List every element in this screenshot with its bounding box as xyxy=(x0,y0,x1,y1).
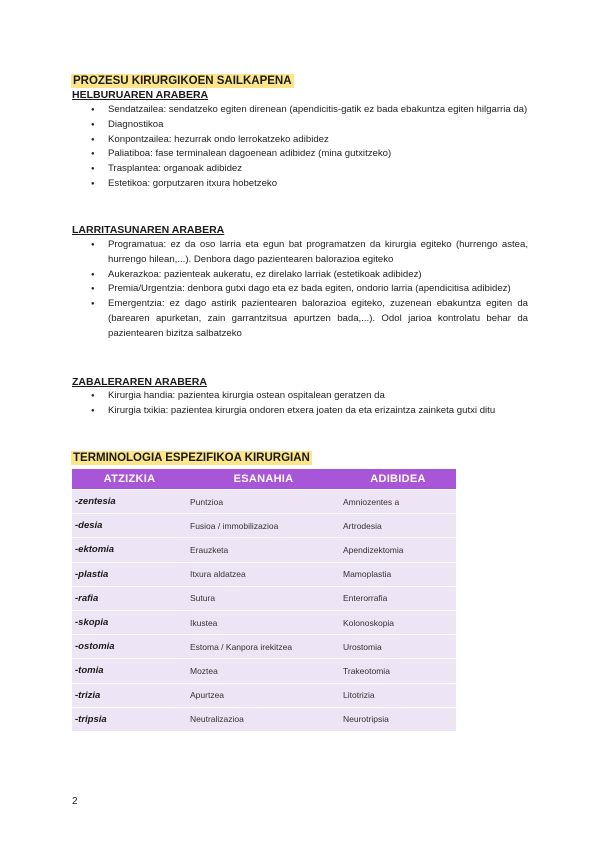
cell-suffix: -zentesia xyxy=(72,490,187,514)
cell-example: Amniozentes a xyxy=(340,490,456,514)
cell-meaning: Itxura aldatzea xyxy=(187,562,340,586)
list-item: ● Kirurgia handia: pazientea kirurgia ostean ospitalean geratzen da xyxy=(108,389,528,404)
cell-meaning: Neutralizazioa xyxy=(187,707,340,731)
cell-suffix: -desia xyxy=(72,514,187,538)
list-item: ● Estetikoa: gorputzaren itxura hobetzeko xyxy=(108,177,528,192)
page-number: 2 xyxy=(72,796,78,807)
cell-meaning: Estoma / Kanpora irekitzea xyxy=(187,635,340,659)
list-item: ● Sendatzailea: sendatzeko egiten direnean (apendicitis-gatik ez bada ebakuntza egiten hilgarria da) xyxy=(108,103,528,118)
cell-suffix: -plastia xyxy=(72,562,187,586)
cell-suffix: -trizia xyxy=(72,683,187,707)
cell-suffix: -skopia xyxy=(72,610,187,634)
severity-list xyxy=(108,238,528,342)
cell-example: Mamoplastia xyxy=(340,562,456,586)
subtitle-by-purpose: HELBURUAREN ARABERA xyxy=(72,89,209,101)
list-item: ● Kirurgia txikia: pazientea kirurgia ondoren etxera joaten da eta erizaintza zainketa gutxi ditu xyxy=(108,404,528,419)
cell-meaning: Erauzketa xyxy=(187,538,340,562)
table-row xyxy=(72,610,456,634)
list-item: ● Aukerazkoa: pazienteak aukeratu, ez direlako larriak (estetikoak adibidez) xyxy=(108,268,528,283)
cell-example: Kolonoskopia xyxy=(340,610,456,634)
table-row xyxy=(72,586,456,610)
table-row xyxy=(72,538,456,562)
cell-suffix: -rafia xyxy=(72,586,187,610)
list-item: ● Emergentzia: ez dago astirik pazientearen balorazioa egiteko, zuzenean ebakuntza egiten da (barearen apurketan, zain garrantzitsua apurtzen bada,...). Odol jarioa kontrolatu behar da pazientearen bizitza salbatzeko xyxy=(108,297,528,341)
terminology-table xyxy=(72,469,456,731)
header-suffix: ATZIZKIA xyxy=(72,469,187,490)
table-row xyxy=(72,683,456,707)
cell-example: Enterorrafia xyxy=(340,586,456,610)
cell-meaning: Moztea xyxy=(187,659,340,683)
subtitle-by-severity: LARRITASUNAREN ARABERA xyxy=(72,224,225,236)
cell-suffix: -tomia xyxy=(72,659,187,683)
list-item: ● Trasplantea: organoak adibidez xyxy=(108,162,528,177)
header-meaning: ESANAHIA xyxy=(187,469,340,490)
cell-example: Trakeotomia xyxy=(340,659,456,683)
table-row xyxy=(72,514,456,538)
subtitle-by-extent: ZABALERAREN ARABERA xyxy=(72,376,207,388)
list-item: ● Premia/Urgentzia: denbora gutxi dago eta ez bada egiten, ondorio larria (apendicitisa adibidez) xyxy=(108,282,528,297)
table-row xyxy=(72,562,456,586)
purpose-list xyxy=(108,103,528,192)
cell-example: Apendizektomia xyxy=(340,538,456,562)
cell-example: Neurotripsia xyxy=(340,707,456,731)
table-header-row xyxy=(72,469,456,490)
header-example: ADIBIDEA xyxy=(340,469,456,490)
cell-example: Artrodesia xyxy=(340,514,456,538)
cell-meaning: Ikustea xyxy=(187,610,340,634)
cell-meaning: Fusioa / immobilizazioa xyxy=(187,514,340,538)
table-row xyxy=(72,635,456,659)
cell-meaning: Apurtzea xyxy=(187,683,340,707)
cell-suffix: -ostomia xyxy=(72,635,187,659)
list-item: ● Konpontzailea: hezurrak ondo lerrokatzeko adibidez xyxy=(108,133,528,148)
cell-example: Urostomia xyxy=(340,635,456,659)
cell-meaning: Sutura xyxy=(187,586,340,610)
list-item: ● Diagnostikoa xyxy=(108,118,528,133)
extent-list xyxy=(108,389,528,419)
cell-suffix: -ektomia xyxy=(72,538,187,562)
table-row xyxy=(72,707,456,731)
table-row xyxy=(72,490,456,514)
section-title-terminology: TERMINOLOGIA ESPEZIFIKOA KIRURGIAN xyxy=(73,452,310,464)
cell-meaning: Puntzioa xyxy=(187,490,340,514)
cell-suffix: -tripsia xyxy=(72,707,187,731)
section-title-classification: PROZESU KIRURGIKOEN SAILKAPENA xyxy=(73,75,292,87)
list-item: ● Paliatiboa: fase terminalean dagoenean adibidez (mina gutxitzeko) xyxy=(108,147,528,162)
list-item: ● Programatua: ez da oso larria eta egun bat programatzen da kirurgia egiteko (hurrengo astea, hurrengo hilean,...). Denbora dago pazientearen balorazioa egiteko xyxy=(108,238,528,268)
table-row xyxy=(72,659,456,683)
cell-example: Litotrizia xyxy=(340,683,456,707)
